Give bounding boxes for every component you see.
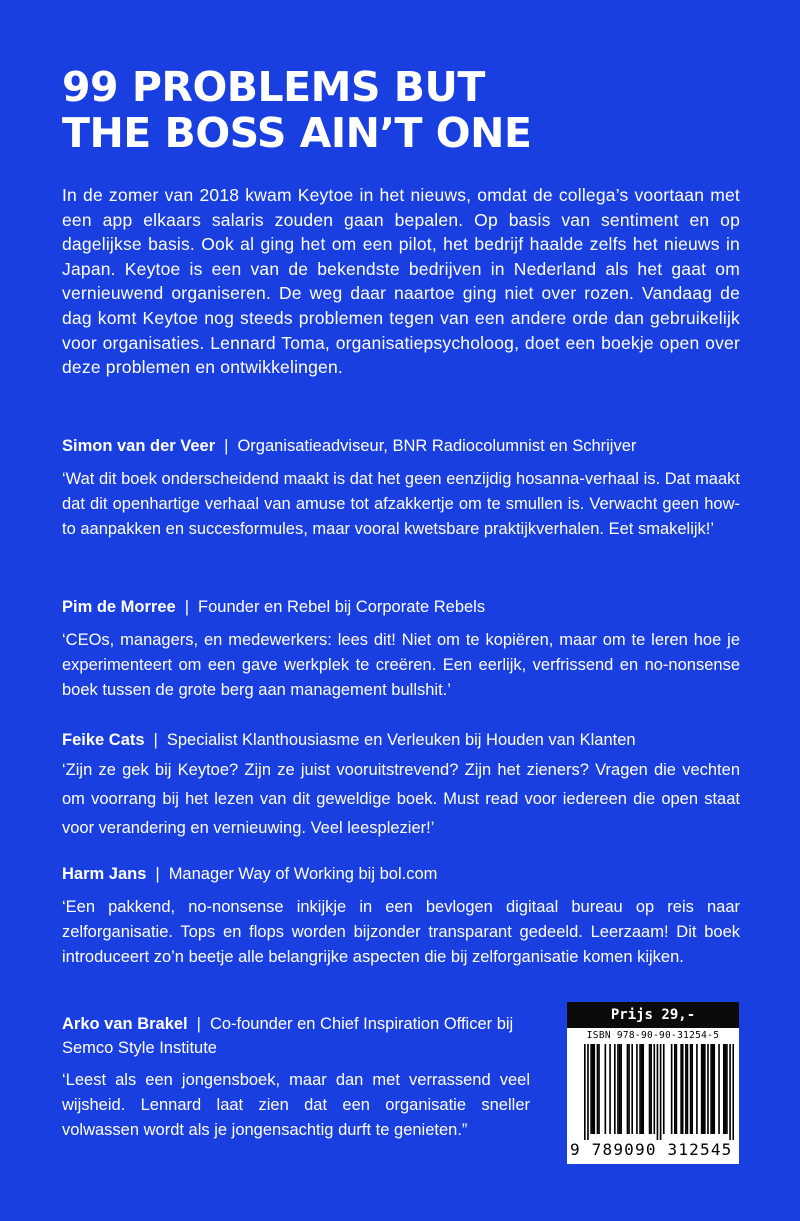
- barcode-bar: [619, 1044, 621, 1134]
- isbn-number: ISBN 978-90-90-31254-5: [586, 1030, 720, 1041]
- barcode-bar: [712, 1044, 714, 1134]
- review-header: [62, 862, 740, 886]
- barcode-bar: [584, 1044, 586, 1140]
- barcode-bar: [729, 1044, 731, 1140]
- reviewer-role: Manager Way of Working bij bol.com: [168, 865, 438, 883]
- reviewer-role: Specialist Klanthousiasme en Verleuken bij Houden van Klanten: [166, 731, 636, 749]
- barcode-bar: [587, 1044, 589, 1140]
- review-header: [62, 728, 740, 752]
- review-quote: ‘Een pakkend, no-nonsense inkijkje in een bevlogen digitaal bureau op reis naar zelforganisatie. Tops en flops worden bijzonder transparant gedeeld. Leerzaam! Dit boek introduceert zo’n beetje alle belangrijke aspecten die bij zelforganisatie komen kijken.: [62, 898, 740, 966]
- barcode-bar: [650, 1044, 652, 1134]
- barcode-bar: [710, 1044, 712, 1134]
- barcode-bar: [696, 1044, 698, 1134]
- barcode-bar: [628, 1044, 630, 1134]
- barcode-bar: [707, 1044, 709, 1134]
- barcode-bar: [639, 1044, 641, 1134]
- review-harm-jans: [62, 862, 740, 970]
- barcode-bar: [713, 1044, 715, 1134]
- barcode-bar: [687, 1044, 689, 1134]
- barcode-bar: [653, 1044, 655, 1134]
- separator: |: [184, 598, 190, 616]
- barcode-bar: [657, 1044, 659, 1140]
- barcode-bar: [685, 1044, 687, 1134]
- reviewer-name: Harm Jans: [62, 865, 147, 883]
- reviewer-role: Co-founder en Chief Inspiration Officer bij Semco Style Institute: [62, 1015, 514, 1057]
- reviewer-name: Simon van der Veer: [62, 437, 216, 455]
- reviewer-role: Organisatieadviseur, BNR Radiocolumnist en Schrijver: [237, 437, 637, 455]
- review-arko-van-brakel: [62, 1012, 530, 1143]
- barcode-bar: [680, 1044, 682, 1134]
- barcode-bar: [660, 1044, 662, 1140]
- barcode-bar: [671, 1044, 673, 1134]
- price-label: Prijs 29,-: [567, 1002, 739, 1028]
- reviewer-name: Arko van Brakel: [62, 1015, 188, 1033]
- barcode-bar: [702, 1044, 704, 1134]
- barcode-bar: [614, 1044, 616, 1134]
- reviewer-name: Feike Cats: [62, 731, 145, 749]
- barcode-bar: [617, 1044, 619, 1134]
- barcode-bar: [627, 1044, 629, 1134]
- barcode-bar: [593, 1044, 595, 1134]
- barcode-bar: [592, 1044, 594, 1134]
- barcode-bar: [676, 1044, 678, 1134]
- review-quote: ‘CEOs, managers, en medewerkers: lees dit! Niet om te kopiëren, maar om te leren hoe je experimenteert om een gave werkplek te creëren. Een eerlijk, verfrissend en no-nonsense boek tussen de grote berg aan management bullshit.’: [62, 631, 740, 699]
- separator: |: [155, 865, 160, 883]
- barcode-bar: [723, 1044, 725, 1134]
- barcode-bar: [620, 1044, 622, 1134]
- barcode-bar: [590, 1044, 592, 1134]
- barcode-bar: [641, 1044, 643, 1134]
- isbn-barcode: [567, 1028, 739, 1164]
- review-simon-van-der-veer: [62, 434, 740, 542]
- barcode-bar: [674, 1044, 676, 1134]
- barcode-bar: [726, 1044, 728, 1134]
- review-header: [62, 434, 740, 458]
- review-feike-cats: [62, 728, 740, 843]
- separator: |: [224, 437, 229, 455]
- review-pim-de-morree: [62, 595, 740, 703]
- barcode-bar: [725, 1044, 727, 1134]
- barcode-bar: [663, 1044, 665, 1134]
- barcode-bar: [649, 1044, 651, 1134]
- barcode-bars: [584, 1044, 734, 1140]
- barcode-bar: [691, 1044, 693, 1134]
- barcode-bar: [704, 1044, 706, 1134]
- barcode-bar: [701, 1044, 703, 1134]
- separator: |: [153, 731, 158, 749]
- book-title: [62, 64, 762, 156]
- barcode-bar: [690, 1044, 692, 1134]
- barcode-bar: [597, 1044, 599, 1134]
- book-title-line-1: 99 PROBLEMS BUT: [62, 63, 485, 111]
- barcode-bar: [609, 1044, 611, 1134]
- book-title-line-2: THE BOSS AIN’T ONE: [62, 109, 532, 157]
- barcode-bar: [682, 1044, 684, 1134]
- reviewer-role: Founder en Rebel bij Corporate Rebels: [198, 598, 486, 616]
- reviewer-name: Pim de Morree: [62, 598, 176, 616]
- review-header: [62, 595, 740, 619]
- barcode-bar: [605, 1044, 607, 1134]
- barcode-bar: [732, 1044, 734, 1140]
- review-quote: ‘Wat dit boek onderscheidend maakt is dat het geen eenzijdig hosanna-verhaal is. Dat maakt dat dit openhartige verhaal van amuse tot afzakkertje om te smullen is. Verwacht geen how-to aanpakken en succesformules, maar vooral kwetsbare praktijkverhalen. Eet smakelijk!’: [62, 470, 740, 538]
- separator: |: [196, 1015, 201, 1033]
- intro-paragraph: In de zomer van 2018 kwam Keytoe in het nieuws, omdat de collega’s voortaan met een app elkaars salaris zouden gaan bepalen. Op basis van sentiment en op dagelijkse basis. Ook al ging het om een pilot, het bedrijf haalde zelfs het nieuws in Japan. Keytoe is een van de bekendste bedrijven in Nederland als het gaat om vernieuwend organiseren. De weg daar naartoe ging niet over rozen. Vandaag de dag komt Keytoe nog steeds problemen tegen van een andere orde dan gebruikelijk voor organisaties. Lennard Toma, organisatiepsycholoog, doet een boekje open over deze problemen en ontwikkelingen.: [62, 185, 740, 378]
- barcode-bar: [718, 1044, 720, 1134]
- review-header: [62, 1012, 530, 1060]
- review-quote: ‘Leest als een jongensboek, maar dan met verrassend veel wijsheid. Lennard laat zien dat een organisatie sneller volwassen wordt als je jongensachtig durft te genieten.”: [62, 1071, 530, 1139]
- barcode-bar: [631, 1044, 633, 1134]
- barcode-bar: [636, 1044, 638, 1134]
- barcode-bar: [598, 1044, 600, 1134]
- barcode-bar: [642, 1044, 644, 1134]
- barcode-digits: 9 789090 312545: [570, 1140, 733, 1159]
- review-quote: ‘Zijn ze gek bij Keytoe? Zijn ze juist vooruitstrevend? Zijn het zieners? Vragen die vechten om voorrang bij het lezen van dit geweldige boek. Must read voor iedereen die open staat voor verandering en vernieuwing. Veel leesplezier!’: [62, 761, 740, 837]
